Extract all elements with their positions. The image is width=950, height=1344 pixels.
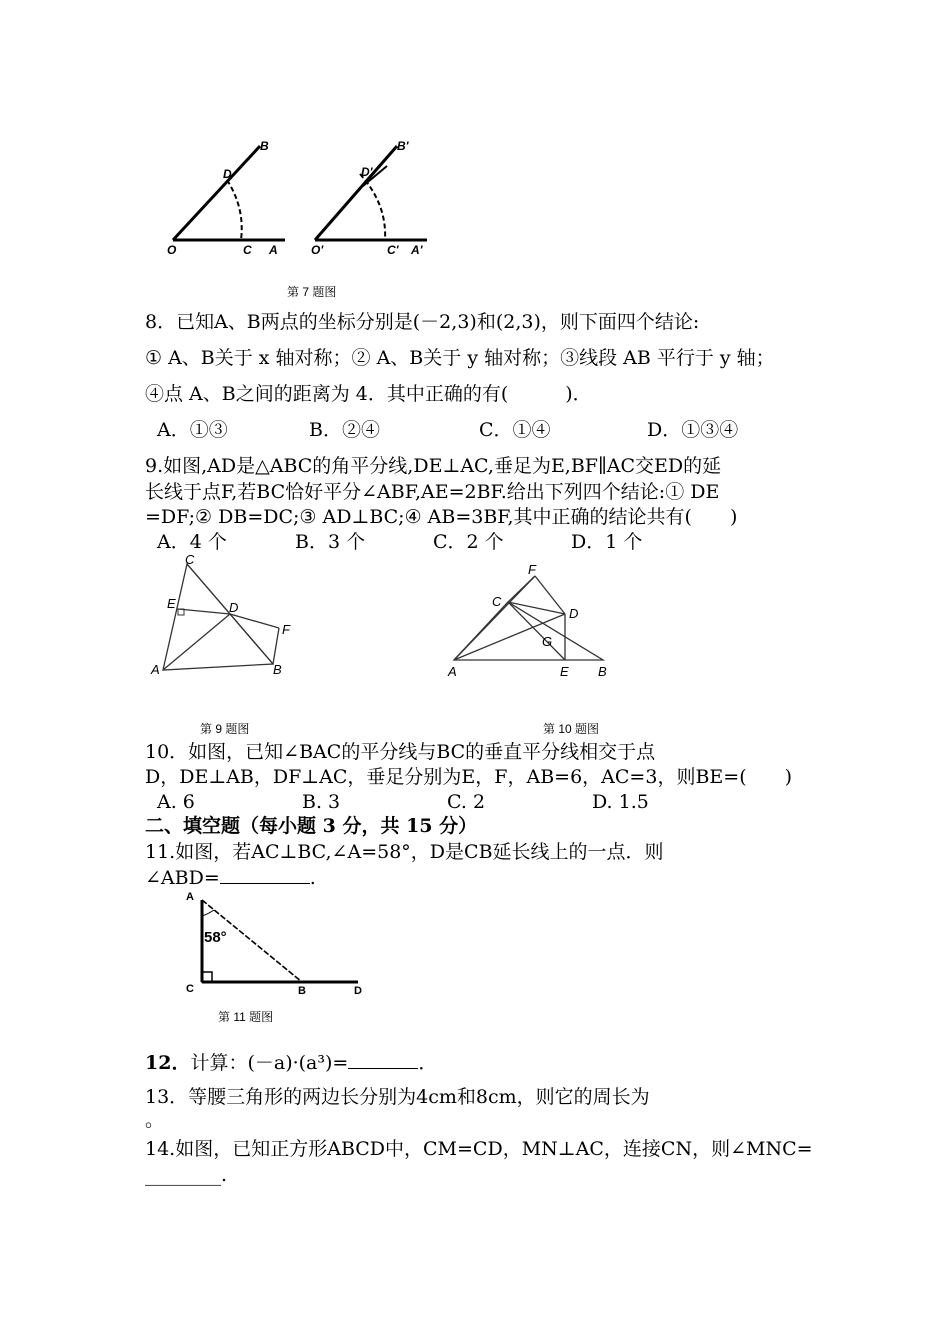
fig7-label: B' bbox=[397, 139, 409, 153]
figure-7 bbox=[165, 138, 445, 258]
fig7-label: O bbox=[167, 243, 177, 257]
q12-line bbox=[145, 1050, 437, 1075]
figure-7-diagram bbox=[165, 138, 445, 258]
figure-10-caption: 第 10 题图 bbox=[543, 722, 600, 736]
q12-suffix: ． bbox=[418, 1052, 438, 1074]
fig10-label: G bbox=[542, 634, 553, 649]
figure-10-diagram bbox=[440, 562, 620, 682]
fig7-label: A' bbox=[411, 243, 423, 257]
q8-option-b[interactable]: B．②④ bbox=[309, 419, 380, 441]
fig7-label: A bbox=[269, 243, 278, 257]
q8-option-c[interactable]: C．①④ bbox=[479, 419, 551, 441]
q11-line1: 11.如图，若AC⊥BC,∠A=58°，D是CB延长线上的一点．则 bbox=[145, 841, 664, 863]
q8-line2: ① A、B关于 x 轴对称；② A、B关于 y 轴对称；③线段 AB 平行于 y 轴； bbox=[145, 347, 775, 369]
q11-prefix: ∠ABD= bbox=[145, 867, 220, 889]
figure-9 bbox=[145, 552, 315, 682]
fig10-label: E bbox=[560, 664, 569, 679]
q9-option-c[interactable]: C．2 个 bbox=[433, 531, 504, 553]
q10-option-a[interactable]: A. 6 bbox=[157, 791, 195, 813]
q10-option-d[interactable]: D. 1.5 bbox=[592, 791, 649, 813]
q10-line2: D，DE⊥AB，DF⊥AC，垂足分别为E，F，AB=6，AC=3，则BE=( ) bbox=[145, 766, 793, 788]
fig9-label: A bbox=[151, 662, 160, 677]
q10-option-c[interactable]: C. 2 bbox=[447, 791, 486, 813]
q8-option-a[interactable]: A．①③ bbox=[157, 419, 228, 441]
fig10-label: B bbox=[598, 664, 607, 679]
fig9-label: E bbox=[167, 596, 176, 611]
fig11-label: C bbox=[186, 983, 194, 995]
figure-9-caption: 第 9 题图 bbox=[200, 722, 250, 736]
figure-9-diagram bbox=[145, 552, 315, 682]
fig10-label: F bbox=[528, 562, 536, 577]
fig10-label: C bbox=[492, 594, 502, 609]
fig7-label: B bbox=[260, 139, 269, 153]
q9-options bbox=[157, 530, 642, 554]
q11-answer-blank[interactable] bbox=[220, 865, 310, 884]
fig10-label: D bbox=[569, 606, 579, 621]
fig9-label: F bbox=[282, 622, 290, 637]
fig11-label: A bbox=[186, 891, 194, 903]
fig7-label: O' bbox=[311, 243, 324, 257]
q10-options bbox=[157, 790, 649, 814]
fig7-label: C' bbox=[387, 243, 399, 257]
q8-option-d[interactable]: D．①③④ bbox=[647, 419, 739, 441]
fig7-label: C bbox=[243, 243, 252, 257]
figure-10 bbox=[440, 562, 620, 682]
fig9-label: B bbox=[273, 662, 282, 677]
q13-line2: 。 bbox=[145, 1109, 165, 1131]
q8-line1: 8．已知A、B两点的坐标分别是(－2,3)和(2,3)，则下面四个结论: bbox=[145, 311, 700, 333]
q11-suffix: . bbox=[309, 867, 316, 889]
q14-line1: 14.如图，已知正方形ABCD中，CM=CD，MN⊥AC，连接CN，则∠MNC= bbox=[145, 1138, 813, 1160]
section-2-title: 二、填空题（每小题 3 分，共 15 分） bbox=[145, 815, 478, 837]
fig11-label: D bbox=[354, 985, 362, 997]
q10-line1: 10．如图，已知∠BAC的平分线与BC的垂直平分线相交于点 bbox=[145, 741, 656, 763]
q11-line2 bbox=[145, 865, 316, 890]
q13-line1: 13．等腰三角形的两边长分别为4cm和8cm，则它的周长为 bbox=[145, 1086, 650, 1108]
fig9-label: C bbox=[185, 552, 195, 567]
figure-7-caption: 第 7 题图 bbox=[287, 285, 337, 299]
figure-11-caption: 第 11 题图 bbox=[218, 1010, 274, 1024]
fig11-angle-label: 58° bbox=[204, 929, 227, 946]
q12-text: 计算：(－a)·(a³)= bbox=[190, 1052, 349, 1074]
fig9-label: D bbox=[229, 600, 239, 615]
q9-line3: =DF;② DB=DC;③ AD⊥BC;④ AB=3BF,其中正确的结论共有( ) bbox=[145, 506, 738, 528]
q8-options bbox=[157, 418, 738, 442]
q14-line2[interactable]: ________. bbox=[145, 1164, 228, 1186]
q10-option-b[interactable]: B. 3 bbox=[302, 791, 341, 813]
fig7-label: D' bbox=[361, 165, 373, 179]
fig11-label: B bbox=[298, 985, 306, 997]
fig7-label: D bbox=[223, 167, 232, 181]
q9-line2: 长线于点F,若BC恰好平分∠ABF,AE=2BF.给出下列四个结论:① DE bbox=[145, 481, 720, 503]
fig10-label: A bbox=[448, 664, 457, 679]
q12-number: 12． bbox=[145, 1052, 191, 1074]
q12-answer-blank[interactable] bbox=[348, 1050, 418, 1069]
q9-option-b[interactable]: B．3 个 bbox=[295, 531, 366, 553]
q9-option-a[interactable]: A．4 个 bbox=[157, 531, 227, 553]
figure-11 bbox=[180, 890, 380, 1000]
figure-11-diagram bbox=[180, 890, 380, 1000]
q8-line3: ④点 A、B之间的距离为 4．其中正确的有( )． bbox=[145, 383, 592, 405]
q9-option-d[interactable]: D．1 个 bbox=[571, 531, 643, 553]
q9-line1: 9.如图,AD是△ABC的角平分线,DE⊥AC,垂足为E,BF∥AC交ED的延 bbox=[145, 455, 722, 477]
